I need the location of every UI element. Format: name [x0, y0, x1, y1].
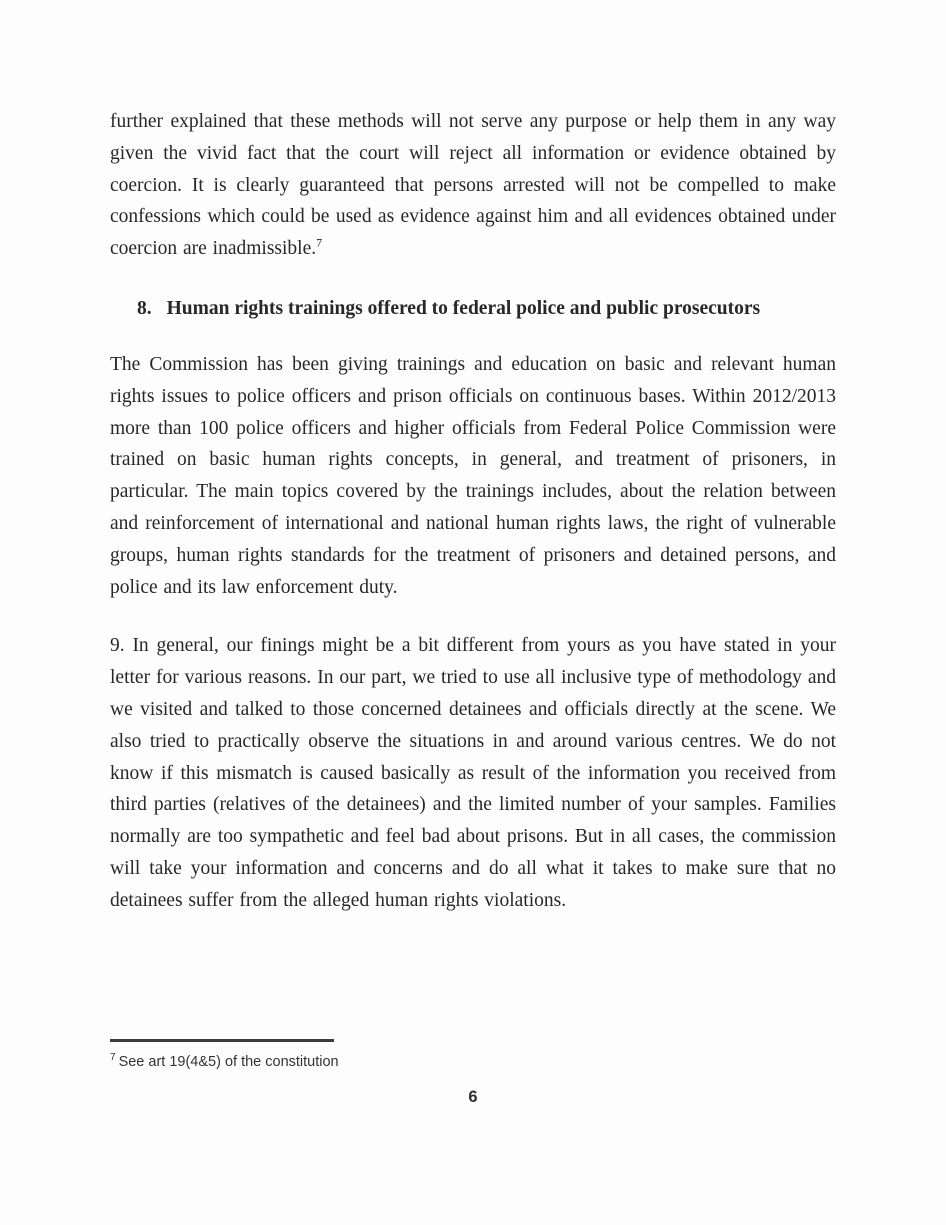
- footnote: [110, 1049, 610, 1071]
- section-heading-text: Human rights trainings offered to federal police and public prosecutors: [166, 297, 761, 319]
- paragraph-trainings: The Commission has been giving trainings and education on basic and relevant human rights issues to police officers and prison officials on continuous bases. Within 2012/2013 more than 100 police officers and higher officials from Federal Police Commission were trained on basic human rights concepts, in general, and treatment of prisoners, in particular. The main topics covered by the trainings includes, about the relation between and reinforcement of international and national human rights laws, the right of vulnerable groups, human rights standards for the treatment of prisoners and detained persons, and police and its law enforcement duty.: [110, 353, 836, 598]
- page-content: [110, 106, 836, 944]
- footnote-block: [110, 1039, 610, 1071]
- paragraph-continuation: [110, 106, 836, 265]
- footnote-reference-marker: 7: [316, 235, 323, 250]
- paragraph-continuation-text: further explained that these methods will not serve any purpose or help them in any way given the vivid fact that the court will reject all information or evidence obtained by coercion. It is clearly guaranteed that persons arrested will not be compelled to make confessions which could be used as evidence against him and all evidences obtained under coercion are inadmissible.: [110, 111, 836, 260]
- page-number: 6: [468, 1088, 478, 1106]
- footnote-text: See art 19(4&5) of the constitution: [118, 1053, 339, 1070]
- section-heading-number: 8.: [137, 297, 152, 319]
- footnote-separator-rule: [110, 1039, 334, 1042]
- section-heading: [110, 298, 836, 320]
- footnote-number: 7: [110, 1052, 116, 1063]
- paragraph-findings: 9. In general, our finings might be a bit different from yours as you have stated in your letter for various reasons. In our part, we tried to use all inclusive type of methodology and we visited and talked to those concerned detainees and officials directly at the scene. We also tried to practically observe the situations in and around various centres. We do not know if this mismatch is caused basically as result of the information you received from third parties (relatives of the detainees) and the limited number of your samples. Families normally are too sympathetic and feel bad about prisons. But in all cases, the commission will take your information and concerns and do all what it takes to make sure that no detainees suffer from the alleged human rights violations.: [110, 635, 836, 911]
